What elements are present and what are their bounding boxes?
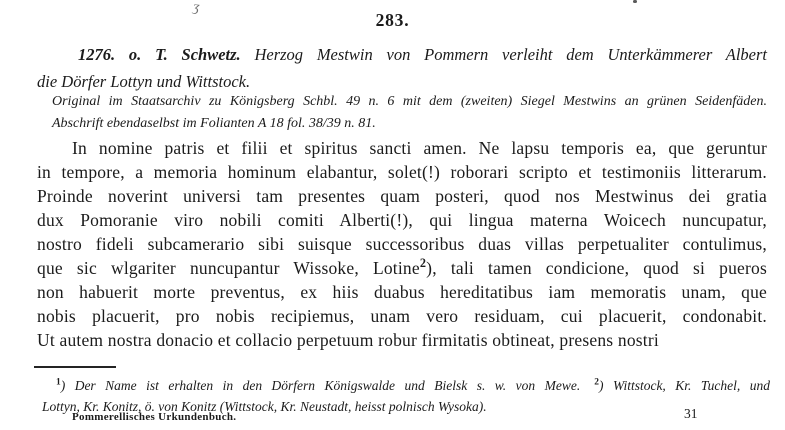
charter-line: nostro fideli subcamerario sibi suisque successoribus duas villas perpetualiter contulimus, — [37, 234, 767, 254]
footnote-2-marker: 2 — [594, 377, 599, 388]
charter-line: Proinde noverint universi tam presentes quam posteri, quod nos Mestwinus dei gratia — [37, 186, 767, 206]
entry-heading-line1 — [37, 41, 767, 68]
footnote-ref-2: 2 — [419, 256, 427, 271]
charter-line: in tempore, a memoria hominum elabantur, solet(!) roborari scripto et testimoniis litterarum. — [37, 162, 767, 182]
footnote-1-marker: 1 — [56, 377, 61, 388]
footnote-1-text: ) Der Name ist erhalten in den Dörfern Königswalde und Bielsk s. w. von Mewe. — [60, 378, 581, 393]
charter-line: Ut autem nostra donacio et collacio perpetuum robur firmitatis obtineat, presens nostri — [37, 330, 659, 350]
charter-line6-post: ), tali tamen condicione, quod si pueros — [426, 258, 767, 278]
charter-text — [37, 136, 767, 352]
charter-line: nobis placuerit, pro nobis recipiemus, unam vero residuam, cui placuerit, condonabit. — [37, 306, 767, 326]
entry-place-date: o. T. Schwetz. — [128, 45, 241, 64]
footnote-separator — [34, 366, 116, 368]
charter-line: In nomine patris et filii et spiritus sancti amen. Ne lapsu temporis ea, que geruntur — [72, 138, 767, 158]
footer-imprint: Pommerellisches Urkundenbuch. — [72, 411, 237, 423]
charter-line6-pre: que sic wlgariter nuncupantur Wissoke, Lotine — [37, 258, 420, 278]
entry-number: 1276. — [78, 45, 116, 64]
footnote-line1 — [42, 375, 770, 396]
footnote-line2: Lottyn, Kr. Konitz, ö. von Konitz (Wittstock, Kr. Neustadt, heisst polnisch Wysoka). — [42, 399, 487, 414]
source-note-line1: Original im Staatsarchiv zu Königsberg Schbl. 49 n. 6 mit dem (zweiten) Siegel Mestwins an grünen Seidenfäden. — [52, 94, 767, 109]
page-number: 283. — [375, 10, 410, 30]
entry-regest-line2: die Dörfer Lottyn und Wittstock. — [37, 72, 251, 91]
entry-heading — [37, 41, 767, 95]
source-note-line2: Abschrift ebendaselbst im Folianten A 18 fol. 38/39 n. 81. — [52, 116, 376, 131]
charter-line: non habuerit morte preventus, ex hiis duabus hereditatibus iam memoratis unam, que — [37, 282, 767, 302]
handwritten-mark-icon: ʒ — [192, 0, 201, 16]
footnote-2-text: ) Wittstock, Kr. Tuchel, und — [598, 378, 771, 393]
charter-line — [37, 256, 767, 280]
entry-regest-line1: Herzog Mestwin von Pommern verleiht dem Unterkämmerer Albert — [254, 45, 767, 64]
sheet-signature: 31 — [684, 406, 698, 421]
ink-speck-icon — [633, 0, 637, 3]
source-note — [52, 91, 767, 135]
charter-line: dux Pomoranie viro nobili comiti Alberti(!), qui lingua materna Woicech nuncupatur, — [37, 210, 767, 230]
